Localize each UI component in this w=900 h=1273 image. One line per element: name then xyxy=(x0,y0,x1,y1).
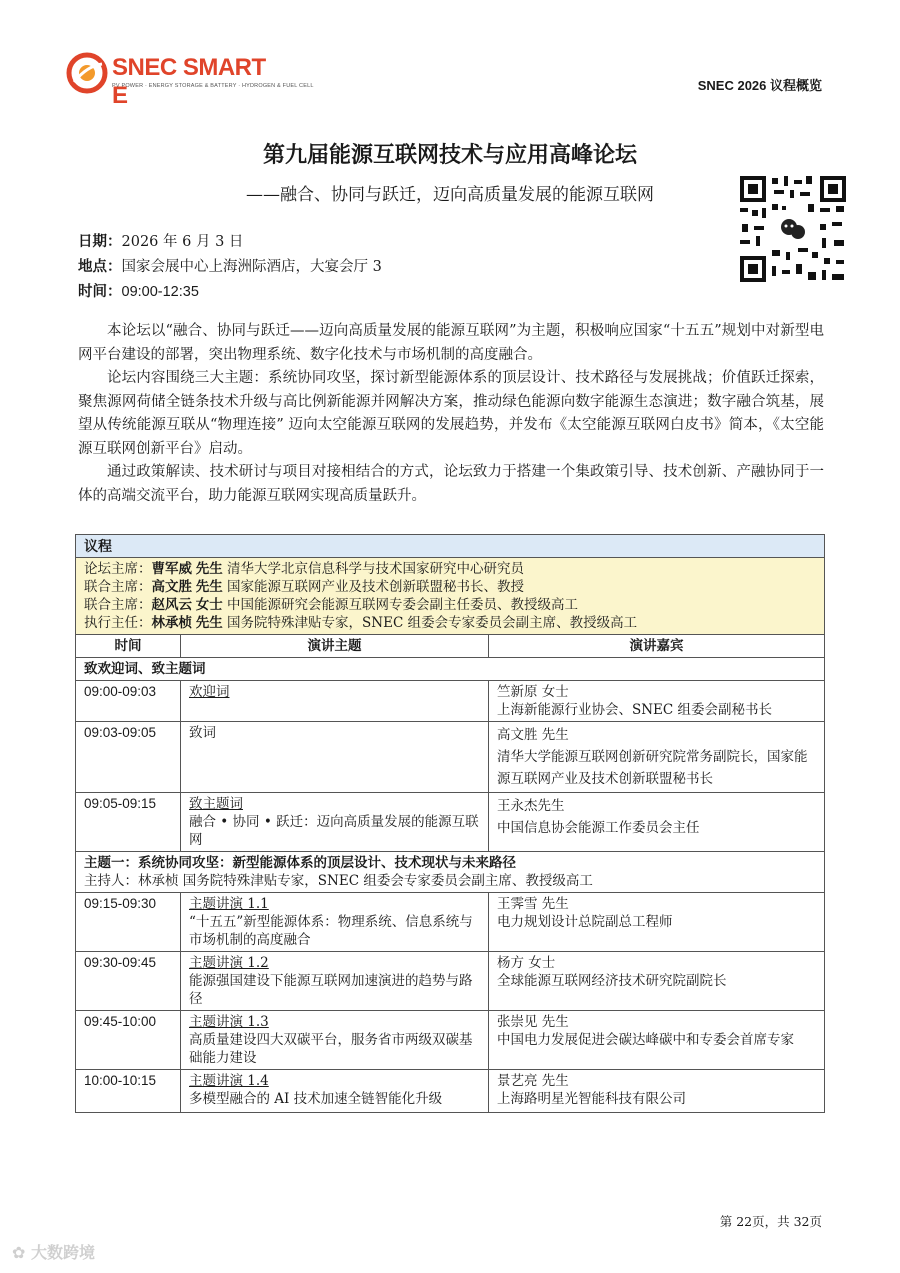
agenda-title-row xyxy=(76,535,825,558)
topic-body: 能源强国建设下能源互联网加速演进的趋势与路径 xyxy=(189,973,473,1007)
speaker-name: 竺新原 女士 xyxy=(497,684,569,700)
session-topic xyxy=(181,1070,489,1113)
section-cell xyxy=(76,852,825,893)
topic-heading: 主题讲演 1.2 xyxy=(189,955,269,971)
session-speaker xyxy=(489,952,825,1011)
host-desc: 国务院特殊津贴专家，SNEC 组委会专家委员会副主席、教授级高工 xyxy=(222,615,638,631)
session-speaker xyxy=(489,893,825,952)
venue-value: 国家会展中心上海洲际酒店，大宴会厅 3 xyxy=(121,259,382,275)
date-value: 2026 年 6 月 3 日 xyxy=(121,234,244,250)
agenda-header-row xyxy=(76,635,825,658)
topic-heading: 主题讲演 1.1 xyxy=(189,896,269,912)
host-role: 执行主任： xyxy=(84,615,152,631)
section-title: 主题一：系统协同攻坚：新型能源体系的顶层设计、技术现状与未来路径 xyxy=(84,855,516,870)
topic-body: 多模型融合的 AI 技术加速全链智能化升级 xyxy=(189,1091,443,1107)
topic-heading: 欢迎词 xyxy=(189,684,230,700)
intro-text xyxy=(78,320,824,508)
session-topic xyxy=(181,722,489,793)
host-role: 联合主席： xyxy=(84,579,152,595)
table-row xyxy=(76,1070,825,1113)
hosts-cell xyxy=(76,558,825,635)
logo-text: SNEC SMART E xyxy=(112,54,266,109)
topic-heading: 主题讲演 1.3 xyxy=(189,1014,269,1030)
session-topic xyxy=(181,1011,489,1070)
snec-sun-logo-icon xyxy=(66,52,108,94)
host-name: 曹军威 先生 xyxy=(151,561,223,576)
section-row xyxy=(76,658,825,681)
topic-body: 融合 • 协同 • 跃迁：迈向高质量发展的能源互联网 xyxy=(189,814,479,848)
topic-heading: 致主题词 xyxy=(189,796,243,812)
session-speaker xyxy=(489,1070,825,1113)
snec-logo xyxy=(66,50,314,109)
speaker-affiliation: 中国信息协会能源工作委员会主任 xyxy=(497,820,700,836)
session-topic xyxy=(181,681,489,722)
logo-subtitle: PV POWER · ENERGY STORAGE & BATTERY · HYDROGEN & FUEL CELL xyxy=(112,83,314,89)
speaker-affiliation: 清华大学能源互联网创新研究院常务副院长，国家能源互联网产业及技术创新联盟秘书长 xyxy=(497,749,808,787)
watermark xyxy=(12,1240,95,1263)
qr-code-icon xyxy=(738,174,848,284)
intro-paragraph: 论坛内容围绕三大主题：系统协同攻坚，探讨新型能源体系的顶层设计、技术路径与发展挑战；价值跃迁探索，聚焦源网荷储全链条技术升级与高比例新能源并网解决方案，推动绿色能源向数字能源生态演进；数字融合筑基，展望从传统能源互联从“物理连接” 迈向太空能源互联网的发展趋势，并发布《太空能源互联网白皮书》简本，《太空能源互联网创新平台》启动。 xyxy=(78,370,824,457)
host-desc: 清华大学北京信息科学与技术国家研究中心研究员 xyxy=(222,561,525,577)
topic-body: “十五五”新型能源体系：物理系统、信息系统与市场机制的高度融合 xyxy=(189,914,473,948)
session-time: 09:30-09:45 xyxy=(76,952,181,1011)
session-time: 10:00-10:15 xyxy=(76,1070,181,1113)
session-topic xyxy=(181,793,489,852)
page-subtitle: ——融合、协同与跃迁，迈向高质量发展的能源互联网 xyxy=(246,185,654,205)
speaker-affiliation: 上海新能源行业协会、SNEC 组委会副秘书长 xyxy=(497,702,773,718)
time-line xyxy=(78,280,382,305)
speaker-name: 王霁雪 先生 xyxy=(497,896,569,912)
session-speaker xyxy=(489,793,825,852)
table-row xyxy=(76,893,825,952)
session-speaker xyxy=(489,1011,825,1070)
agenda-title: 议程 xyxy=(76,535,825,558)
watermark-logo-icon: ✿ xyxy=(12,1243,31,1262)
host-line xyxy=(84,578,816,596)
time-label: 时间： xyxy=(78,284,122,300)
intro-paragraph: 本论坛以“融合、协同与跃迁——迈向高质量发展的能源互联网”为主题，积极响应国家“十五五”规划中对新型电网平台建设的部署，突出物理系统、数字化技术与市场机制的高度融合。 xyxy=(78,323,824,363)
session-time: 09:00-09:03 xyxy=(76,681,181,722)
speaker-name: 景艺亮 先生 xyxy=(497,1073,569,1089)
speaker-name: 高文胜 先生 xyxy=(497,727,569,743)
speaker-name: 杨方 女士 xyxy=(497,955,556,971)
session-time: 09:03-09:05 xyxy=(76,722,181,793)
host-desc: 国家能源互联网产业及技术创新联盟秘书长、教授 xyxy=(222,579,525,595)
session-time: 09:05-09:15 xyxy=(76,793,181,852)
venue-line xyxy=(78,255,382,280)
speaker-affiliation: 全球能源互联网经济技术研究院副院长 xyxy=(497,973,727,989)
session-time: 09:15-09:30 xyxy=(76,893,181,952)
topic-body: 致词 xyxy=(189,725,216,741)
section-title: 致欢迎词、致主题词 xyxy=(84,661,206,676)
table-row xyxy=(76,952,825,1011)
intro-paragraph: 通过政策解读、技术研讨与项目对接相结合的方式，论坛致力于搭建一个集政策引导、技术创新、产融协同于一体的高端交流平台，助力能源互联网实现高质量跃升。 xyxy=(78,464,824,504)
section-row xyxy=(76,852,825,893)
host-line xyxy=(84,614,816,632)
date-line xyxy=(78,230,382,255)
section-cell xyxy=(76,658,825,681)
table-row xyxy=(76,722,825,793)
page-title: 第九届能源互联网技术与应用高峰论坛 xyxy=(262,142,637,167)
column-header-topic: 演讲主题 xyxy=(181,635,489,658)
host-line xyxy=(84,560,816,578)
date-label: 日期： xyxy=(78,234,122,250)
watermark-text: 大数跨境 xyxy=(30,1243,95,1262)
topic-heading: 主题讲演 1.4 xyxy=(189,1073,269,1089)
session-topic xyxy=(181,952,489,1011)
speaker-affiliation: 上海路明星光智能科技有限公司 xyxy=(497,1091,686,1107)
event-info xyxy=(78,230,382,305)
venue-label: 地点： xyxy=(78,259,122,275)
speaker-name: 张崇见 先生 xyxy=(497,1014,569,1030)
time-value: 09:00-12:35 xyxy=(121,284,199,300)
host-name: 林承桢 先生 xyxy=(151,615,223,630)
agenda-table xyxy=(75,534,825,1113)
speaker-name: 王永杰先生 xyxy=(497,798,565,814)
host-name: 高文胜 先生 xyxy=(151,579,223,594)
host-line xyxy=(84,596,816,614)
session-time: 09:45-10:00 xyxy=(76,1011,181,1070)
session-topic xyxy=(181,893,489,952)
table-row xyxy=(76,793,825,852)
host-role: 联合主席： xyxy=(84,597,152,613)
column-header-time: 时间 xyxy=(76,635,181,658)
table-row xyxy=(76,681,825,722)
speaker-affiliation: 电力规划设计总院副总工程师 xyxy=(497,914,673,930)
header-label: SNEC 2026 议程概览 xyxy=(697,78,822,93)
topic-body: 高质量建设四大双碳平台，服务省市两级双碳基础能力建设 xyxy=(189,1032,473,1066)
column-header-speaker: 演讲嘉宾 xyxy=(489,635,825,658)
speaker-affiliation: 中国电力发展促进会碳达峰碳中和专委会首席专家 xyxy=(497,1032,794,1048)
agenda-hosts-row xyxy=(76,558,825,635)
session-speaker xyxy=(489,681,825,722)
table-row xyxy=(76,1011,825,1070)
page-number: 第 22页，共 32页 xyxy=(719,1214,822,1229)
host-name: 赵风云 女士 xyxy=(151,597,223,612)
host-desc: 中国能源研究会能源互联网专委会副主任委员、教授级高工 xyxy=(222,597,579,613)
session-speaker xyxy=(489,722,825,793)
section-host: 主持人：林承桢 国务院特殊津贴专家，SNEC 组委会专家委员会副主席、教授级高工 xyxy=(84,873,593,889)
host-role: 论坛主席： xyxy=(84,561,152,577)
